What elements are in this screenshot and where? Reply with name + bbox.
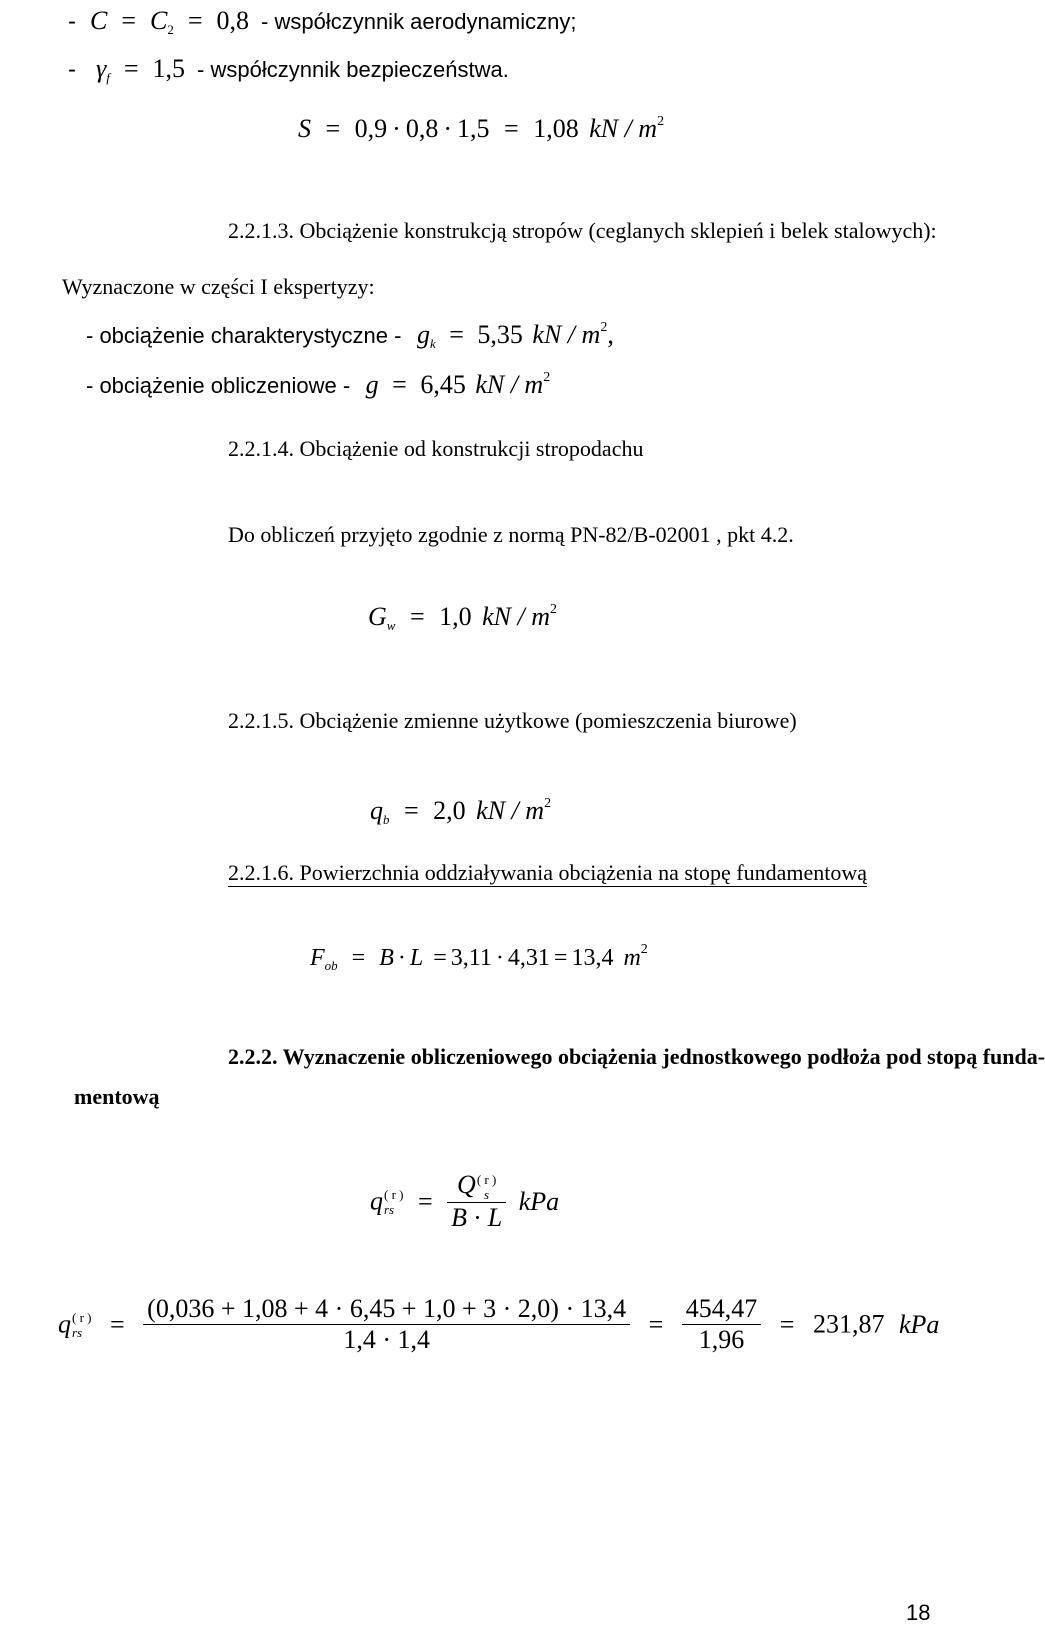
power: 2 xyxy=(600,320,608,335)
subscript-2: 2 xyxy=(167,22,174,37)
subscript-w: w xyxy=(386,618,396,633)
equals: = xyxy=(392,370,407,399)
equals: = xyxy=(449,320,464,349)
line-aero-coef xyxy=(68,6,577,38)
subscript-k: k xyxy=(429,336,436,351)
result: 1,08 xyxy=(533,114,579,143)
line-characteristic-load xyxy=(86,320,614,352)
subscript-ob: ob xyxy=(324,958,338,973)
factor-b: 0,8 xyxy=(405,114,439,143)
value: 5,35 xyxy=(477,320,523,349)
heading-text: 2.2.1.6. Powierzchnia oddziaływania obciążenia na stopę fundamentową xyxy=(228,860,867,885)
power: 2 xyxy=(657,114,665,129)
formula-Fob: $F_{ob} = B \cdot L = 3,11 \cdot 4,31 = 13,4$ $m^2$ xyxy=(310,942,648,973)
unit: kN / m xyxy=(475,370,544,399)
description: - współczynnik bezpieczeństwa. xyxy=(197,57,509,82)
symbol-g: g xyxy=(416,320,430,349)
section-heading-2213: 2.2.1.3. Obciążenie konstrukcją stropów (ceglanych sklepień i belek stalowych): xyxy=(228,218,937,243)
line-safety-coef xyxy=(68,54,509,86)
page-number: 18 xyxy=(906,1600,931,1625)
fraction-simplified xyxy=(682,1294,762,1355)
numerator: (0,036 + 1,08 + 4 · 6,45 + 1,0 + 3 · 2,0) · 13,4 xyxy=(147,1294,627,1323)
section-heading-2214: 2.2.1.4. Obciążenie od konstrukcji stropodachu xyxy=(228,436,644,461)
comma: , xyxy=(607,320,614,349)
symbol-gamma: γ xyxy=(96,54,107,83)
section-heading-222-line2: mentową xyxy=(74,1084,160,1109)
value: 0,8 xyxy=(216,6,250,35)
equals: = xyxy=(409,602,425,631)
factor-c: 1,5 xyxy=(457,114,490,143)
subscript-f: f xyxy=(106,70,110,85)
subscript-s: s xyxy=(484,1187,490,1203)
equals: = xyxy=(351,945,366,971)
symbol-C2: C xyxy=(150,6,168,35)
dash: - xyxy=(68,56,76,83)
power: 2 xyxy=(543,370,551,385)
value: 1,5 xyxy=(152,54,186,83)
equals: = xyxy=(325,114,341,143)
subscript-b: b xyxy=(383,812,390,827)
subscript-rs: rs xyxy=(384,1201,395,1217)
unit: kN / m xyxy=(532,320,601,349)
formula-Gw xyxy=(368,602,557,634)
power: 2 xyxy=(544,796,552,811)
formula-S: S = 0,9 · 0,8 · 1,5 = 1,08 kN / $m^2$ xyxy=(298,114,665,143)
equals: = xyxy=(110,1309,125,1339)
formula-qrs-definition xyxy=(370,1170,559,1233)
symbol-q: q xyxy=(58,1309,71,1339)
symbol-S: S xyxy=(298,114,311,143)
value: 2,0 xyxy=(433,796,466,825)
equals: = xyxy=(648,1309,664,1339)
symbol-q: q xyxy=(370,1186,383,1216)
symbol-g: g xyxy=(365,370,379,399)
equals: = xyxy=(187,6,203,35)
equals: = xyxy=(418,1186,433,1216)
denominator: 1,4 · 1,4 xyxy=(343,1325,430,1354)
value: 6,45 xyxy=(420,370,466,399)
formula-qrs-calculation xyxy=(58,1294,939,1355)
superscript-r: ( r ) xyxy=(72,1309,92,1325)
paragraph-do-obliczen: Do obliczeń przyjęto zgodnie z normą PN-82/B-02001 , pkt 4.2. xyxy=(228,522,794,547)
superscript-r: ( r ) xyxy=(476,1172,497,1188)
fraction: Q ( r ) s B · L xyxy=(447,1170,506,1233)
superscript-r: ( r ) xyxy=(384,1186,404,1202)
unit: kN / m xyxy=(476,796,545,825)
denominator: 1,96 xyxy=(698,1325,745,1354)
dash: - xyxy=(68,8,76,35)
equals: = xyxy=(553,945,568,971)
power: 2 xyxy=(550,602,558,617)
unit: kN / m xyxy=(589,114,658,143)
section-heading-2215: 2.2.1.5. Obciążenie zmienne użytkowe (pomieszczenia biurowe) xyxy=(228,708,797,733)
symbol-B: B xyxy=(451,1203,468,1233)
equals: = xyxy=(504,114,519,143)
equals: = xyxy=(123,54,139,83)
factor-a: 0,9 xyxy=(354,114,388,143)
symbol-q: q xyxy=(370,796,383,825)
unit: kN / m xyxy=(482,602,551,631)
symbol-L: L xyxy=(409,945,424,971)
description: - współczynnik aerodynamiczny; xyxy=(261,9,577,34)
power: 2 xyxy=(640,942,648,957)
paragraph-wyznaczone: Wyznaczone w części I ekspertyzy: xyxy=(62,274,375,299)
result: 13,4 xyxy=(571,945,614,971)
equals: = xyxy=(779,1309,795,1339)
fraction-main xyxy=(143,1294,630,1355)
label: - obciążenie charakterystyczne - xyxy=(86,323,402,348)
equals: = xyxy=(121,6,137,35)
unit: kPa xyxy=(898,1309,940,1339)
equals: = xyxy=(404,796,419,825)
value: 1,0 xyxy=(439,602,472,631)
symbol-L: L xyxy=(487,1203,503,1233)
unit: kPa xyxy=(518,1186,560,1216)
numerator: 454,47 xyxy=(685,1294,758,1323)
subscript-rs: rs xyxy=(72,1324,83,1340)
section-heading-2216 xyxy=(228,860,867,886)
symbol-G: G xyxy=(368,602,387,631)
symbol-F: F xyxy=(310,945,325,971)
symbol-B: B xyxy=(379,945,394,971)
result: 231,87 xyxy=(812,1309,885,1339)
label: - obciążenie obliczeniowe - xyxy=(86,373,351,398)
line-design-load xyxy=(86,370,550,400)
symbol-C: C xyxy=(90,6,108,35)
unit: m xyxy=(623,945,641,971)
factor-a: 3,11 xyxy=(450,945,492,971)
equals: = xyxy=(433,945,447,971)
symbol-Q: Q xyxy=(457,1170,476,1199)
section-heading-222-line1: 2.2.2. Wyznaczenie obliczeniowego obciążenia jednostkowego podłoża pod stopą funda- xyxy=(228,1044,1045,1069)
factor-b: 4,31 xyxy=(507,945,550,971)
formula-qb xyxy=(370,796,551,828)
